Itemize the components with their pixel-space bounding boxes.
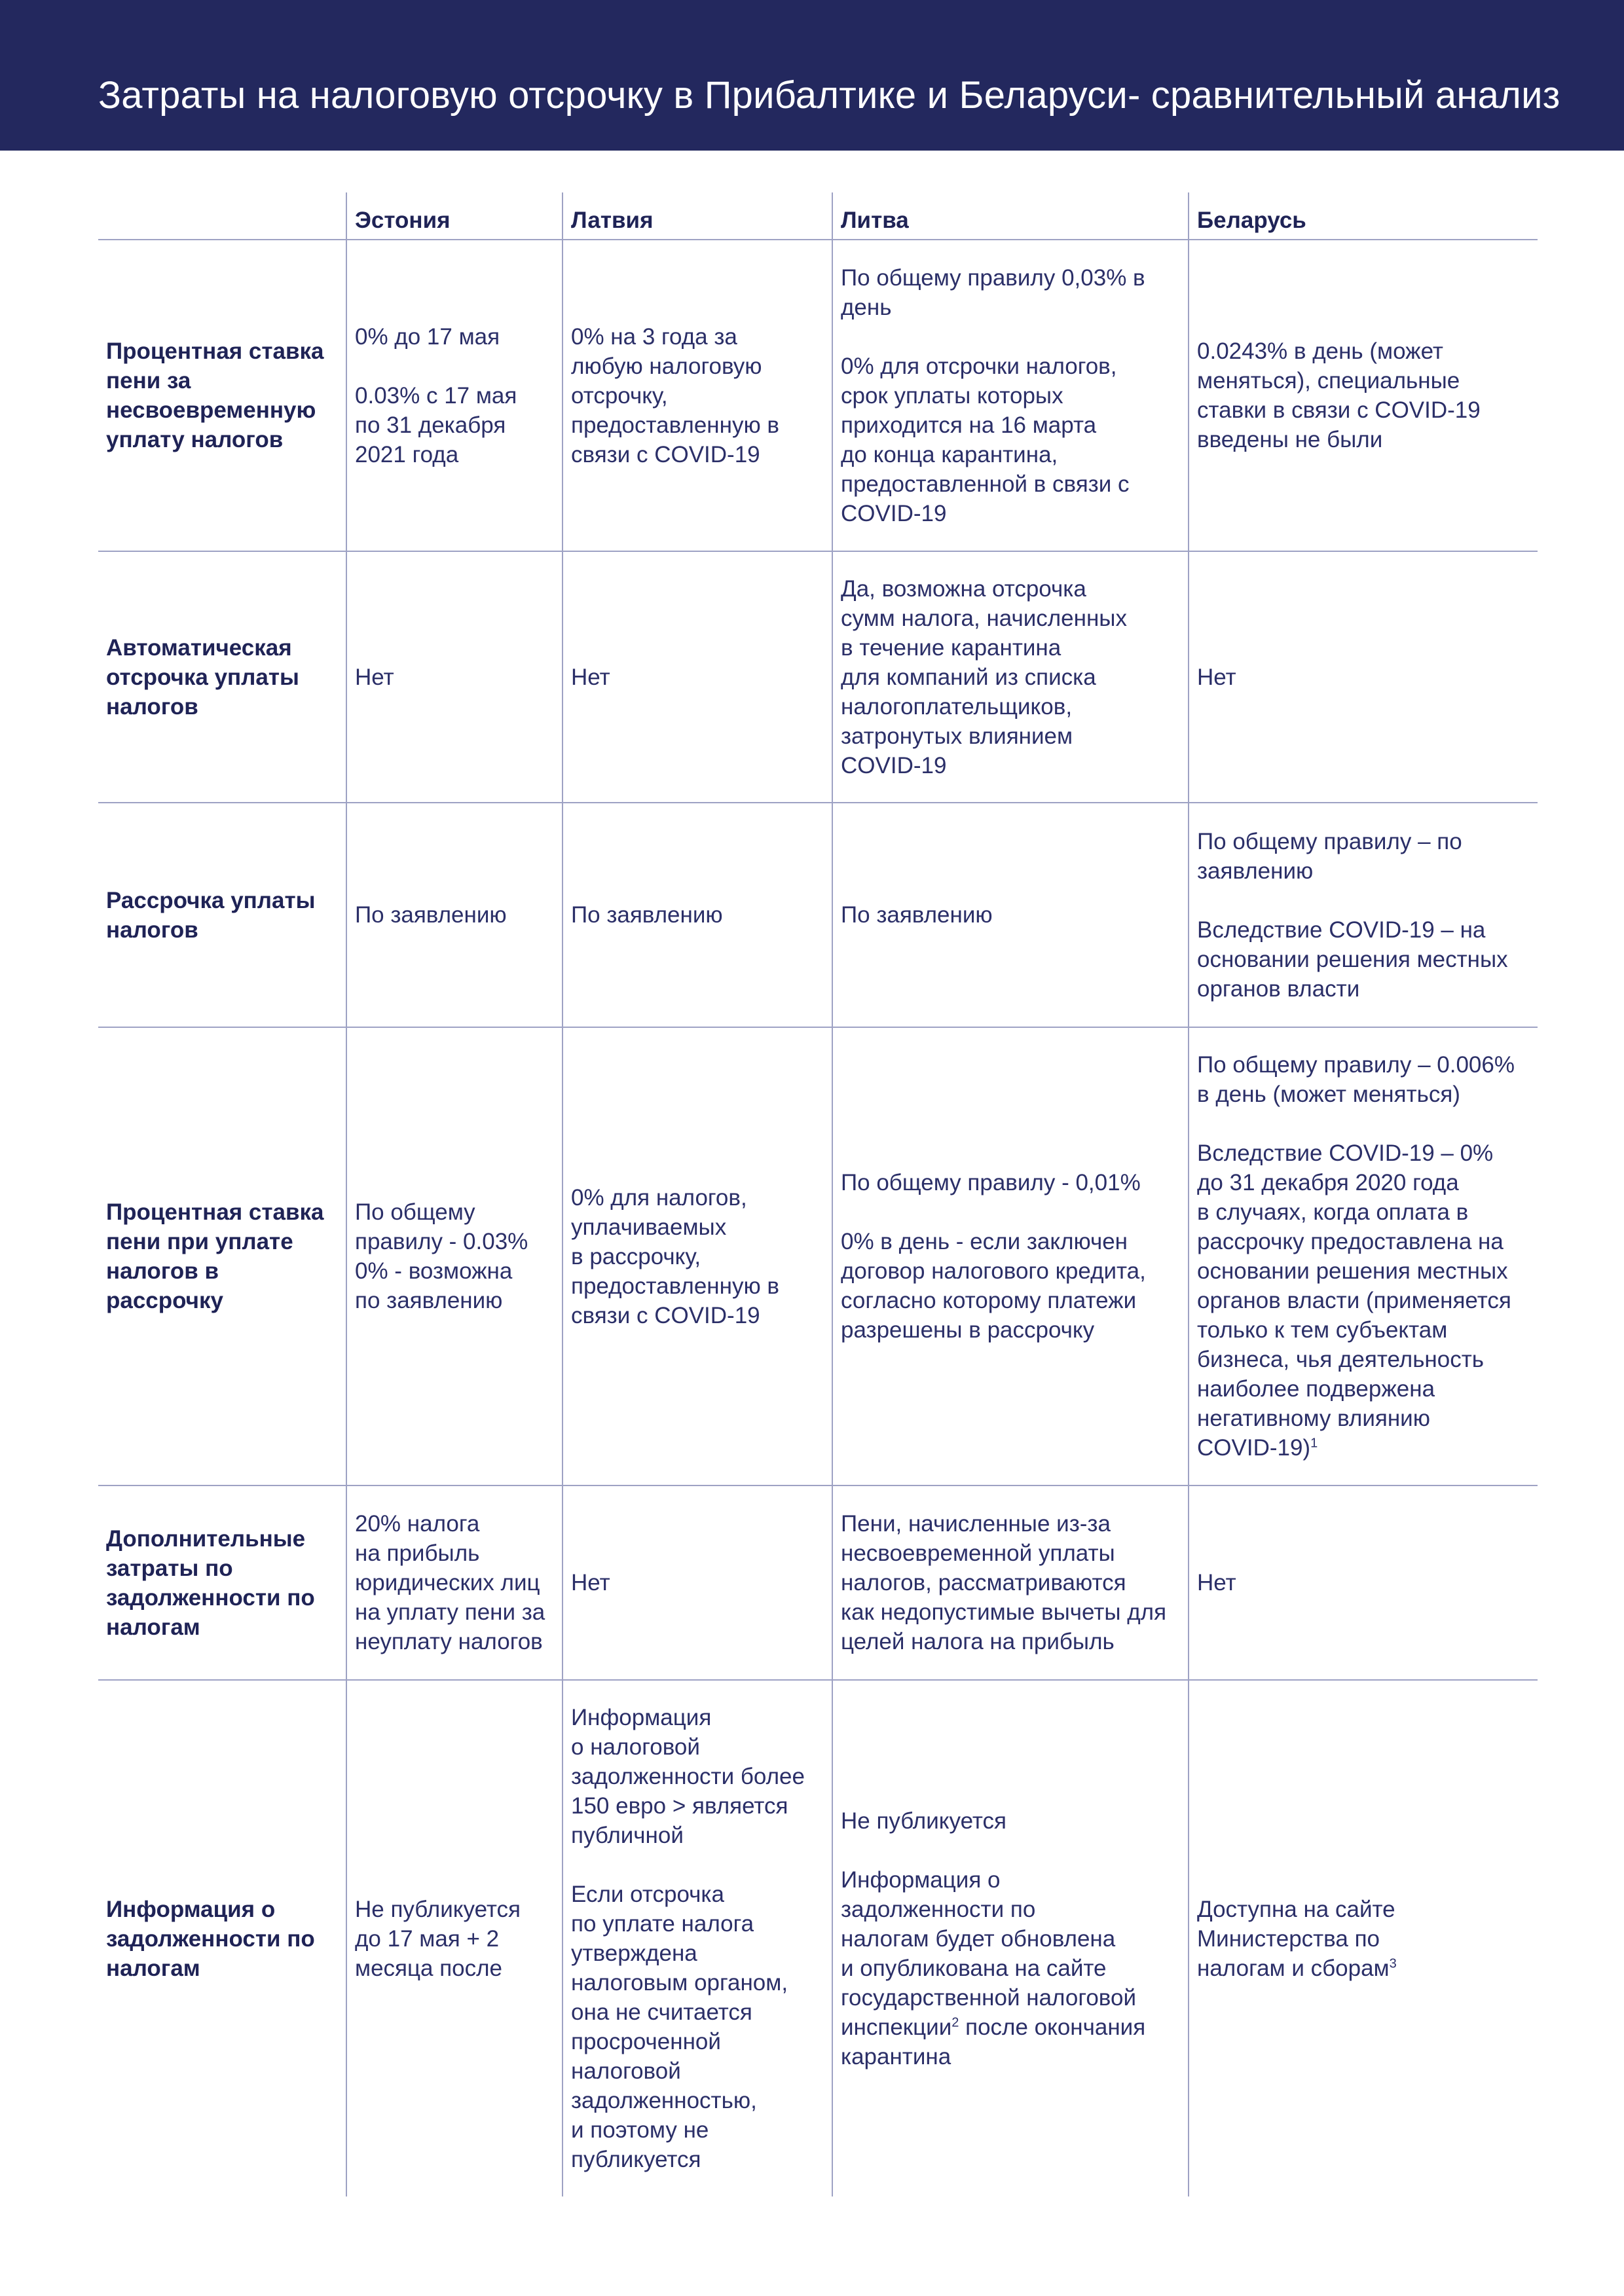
row-label: Рассрочка уплаты налогов — [106, 887, 316, 943]
table-cell — [346, 551, 562, 802]
cell-text: 0% для отсрочки налогов, срок уплаты которых приходится на 16 марта до конца карантина, предоставленной в связи с COVID-19 — [841, 353, 1130, 526]
cell-text — [1197, 1895, 1531, 1983]
footnote-marker: 1 — [1310, 1436, 1318, 1451]
page-title: Затраты на налоговую отсрочку в Прибалтике и Беларуси- сравнительный анализ — [98, 74, 1560, 117]
table-cell — [1188, 1485, 1538, 1679]
cell-text: Если отсрочка по уплате налога утверждена налоговым органом, она не считается просроченной налоговой задолженностью, и поэтому не публикуется — [571, 1882, 788, 2172]
cell-text: По общему правилу – 0.006% в день (может меняться) — [1197, 1052, 1515, 1107]
cell-text: Нет — [571, 664, 610, 690]
table-cell — [562, 239, 832, 551]
table-cell — [832, 1679, 1188, 2196]
table-cell — [562, 1485, 832, 1679]
cell-text-body: Вследствие COVID-19 – 0% до 31 декабря 2020 года в случаях, когда оплата в рассрочку предоставлена на основании решения местных органов власти (применяется только к тем субъектам бизнеса, чья деятельность наиболее подвержена негативному влиянию COVID-19) — [1197, 1140, 1511, 1461]
cell-text: 0% до 17 мая — [355, 323, 500, 350]
column-header-latvia: Латвия — [562, 192, 832, 239]
table-cell — [832, 239, 1188, 551]
table-cell — [346, 802, 562, 1027]
table-cell — [1188, 1679, 1538, 2196]
cell-text: По заявлению — [571, 902, 723, 928]
cell-text: По общему правилу 0,03% в день — [841, 264, 1145, 320]
cell-text: Вследствие COVID-19 – на основании решения местных органов власти — [1197, 917, 1508, 1002]
cell-text: Да, возможна отсрочка сумм налога, начисленных в течение карантина для компаний из списка налогоплательщиков, затронутых влиянием COVID-19 — [841, 575, 1127, 778]
cell-text: 0% в день - если заключен договор налогового кредита, согласно которому платежи разрешены в рассрочку — [841, 1229, 1146, 1343]
row-header-debt-information — [98, 1679, 346, 2196]
cell-text: По общему правилу - 0.03% 0% - возможна по заявлению — [355, 1199, 528, 1313]
cell-text-tail: после окончания карантина — [841, 2014, 1146, 2069]
cell-text: Не публикуется — [841, 1808, 1006, 1834]
table-cell — [562, 802, 832, 1027]
cell-text: Информация о налоговой задолженности более 150 евро > является публичной — [571, 1705, 805, 1848]
cell-text: 0.03% с 17 мая по 31 декабря 2021 года — [355, 382, 517, 467]
cell-text: Нет — [1197, 1570, 1236, 1595]
table-corner — [98, 192, 346, 239]
row-label: Информация о задолженности по налогам — [106, 1896, 315, 1981]
footnote-marker: 2 — [951, 2014, 959, 2030]
cell-text: 0.0243% в день (может меняться), специальные ставки в связи с COVID-19 введены не были — [1197, 338, 1481, 452]
table-cell — [562, 1027, 832, 1485]
table-cell — [346, 239, 562, 551]
table-cell — [346, 1679, 562, 2196]
cell-text: По заявлению — [355, 902, 507, 928]
table-cell — [562, 551, 832, 802]
row-header-installment — [98, 802, 346, 1027]
cell-text: Не публикуется до 17 мая + 2 месяца после — [355, 1896, 521, 1981]
cell-text — [1197, 1139, 1531, 1463]
row-label: Автоматическая отсрочка уплаты налогов — [106, 634, 299, 720]
column-header-estonia: Эстония — [346, 192, 562, 239]
table-cell — [562, 1679, 832, 2196]
cell-text: Нет — [355, 664, 394, 690]
cell-text: По общему правилу – по заявлению — [1197, 828, 1462, 884]
cell-text: Нет — [571, 1570, 610, 1595]
row-label: Процентная ставка пени при уплате налогов в рассрочку — [106, 1199, 324, 1313]
cell-text-body: Доступна на сайте Министерства по налогам и сборам — [1197, 1896, 1395, 1981]
column-header-lithuania: Литва — [832, 192, 1188, 239]
footnote-marker: 3 — [1389, 1956, 1397, 1971]
cell-text: 0% на 3 года за любую налоговую отсрочку, предоставленную в связи с COVID-19 — [571, 323, 780, 467]
title-banner — [0, 0, 1624, 151]
table-cell — [832, 802, 1188, 1027]
cell-text: По общему правилу - 0,01% — [841, 1170, 1141, 1195]
table-cell — [346, 1485, 562, 1679]
column-header-belarus: Беларусь — [1188, 192, 1538, 239]
comparison-table — [98, 192, 1538, 2196]
row-header-automatic-deferral — [98, 551, 346, 802]
row-label: Дополнительные затраты по задолженности по налогам — [106, 1525, 315, 1640]
row-header-additional-costs — [98, 1485, 346, 1679]
row-header-installment-rate — [98, 1027, 346, 1485]
table-cell — [832, 1485, 1188, 1679]
table-cell — [832, 551, 1188, 802]
cell-text: Пени, начисленные из-за несвоевременной уплаты налогов, рассматриваются как недопустимые вычеты для целей налога на прибыль — [841, 1511, 1167, 1654]
table-cell — [1188, 1027, 1538, 1485]
row-header-late-payment-rate — [98, 239, 346, 551]
cell-text: Нет — [1197, 664, 1236, 690]
cell-text: 0% для налогов, уплачиваемых в рассрочку, предоставленную в связи с COVID-19 — [571, 1184, 780, 1328]
table-cell — [1188, 802, 1538, 1027]
table-cell — [1188, 239, 1538, 551]
row-label: Процентная ставка пени за несвоевременную уплату налогов — [106, 338, 324, 452]
cell-text — [841, 1865, 1181, 2071]
cell-text-body: Информация о задолженности по налогам будет обновлена и опубликована на сайте государственной налоговой инспекции — [841, 1867, 1137, 2040]
cell-text: По заявлению — [841, 902, 993, 928]
table-cell — [1188, 551, 1538, 802]
cell-text: 20% налога на прибыль юридических лиц на уплату пени за неуплату налогов — [355, 1511, 545, 1654]
table-cell — [832, 1027, 1188, 1485]
table-cell — [346, 1027, 562, 1485]
